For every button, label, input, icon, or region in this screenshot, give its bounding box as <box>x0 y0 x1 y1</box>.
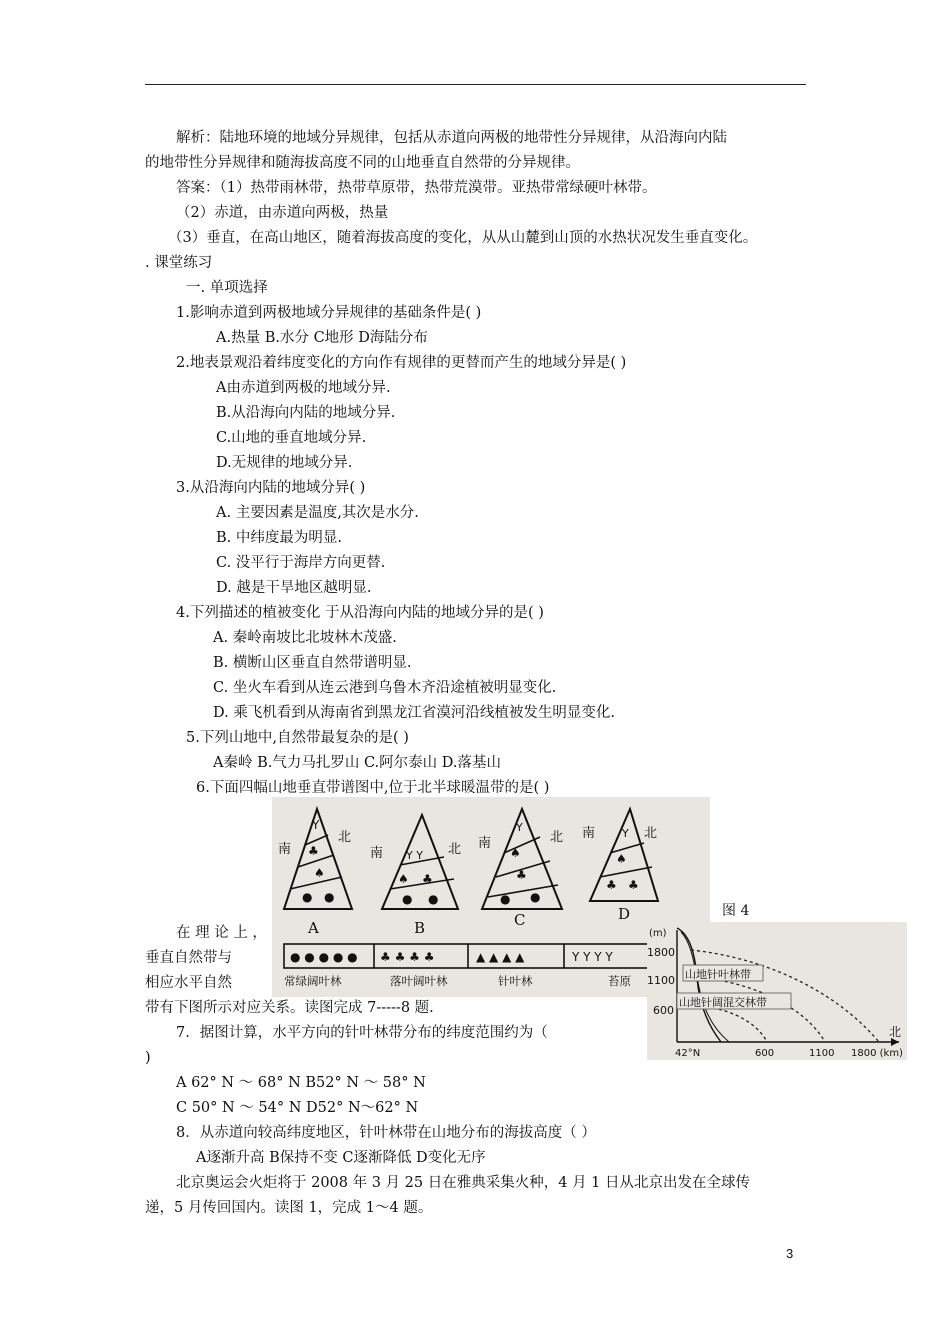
south-label: 南 <box>278 842 292 857</box>
page-number: 3 <box>786 1246 794 1261</box>
q4-option-a: A. 秦岭南坡比北坡林木茂盛. <box>213 630 397 646</box>
south-label: 南 <box>582 826 596 841</box>
svg-text:♣: ♣ <box>422 872 433 886</box>
y-tick-600: 600 <box>653 1004 674 1017</box>
q2-option-b: B.从沿海向内陆的地域分异. <box>216 405 396 421</box>
q3-option-b: B. 中纬度最为明显. <box>216 530 342 546</box>
svg-text:Y Y: Y Y <box>406 849 423 862</box>
x-tick-42n: 42°N <box>675 1048 701 1059</box>
svg-text:♣: ♣ <box>628 878 639 892</box>
figure-mountain-zones <box>272 797 710 997</box>
q3-option-d: D. 越是干旱地区越明显. <box>216 580 372 596</box>
label-mixed: 山地针阔混交林带 <box>679 996 767 1009</box>
svg-text:Y: Y <box>516 821 523 834</box>
belt-label-3: 针叶林 <box>498 974 533 988</box>
svg-text:●: ● <box>302 890 313 904</box>
panel-c <box>478 809 563 929</box>
q1-options: A.热量 B.水分 C地形 D海陆分布 <box>216 330 428 346</box>
svg-text:♣ ♣ ♣ ♣: ♣ ♣ ♣ ♣ <box>380 950 435 964</box>
theory-line-2: 垂直自然带与 <box>145 950 232 966</box>
theory-line-4: 带有下图所示对应关系。读图完成 7-----8 题. <box>145 1000 434 1016</box>
svg-text:♣: ♣ <box>606 878 617 892</box>
south-label: 南 <box>478 836 492 851</box>
svg-text:●: ● <box>402 892 413 906</box>
q1-stem: 1.影响赤道到两极地域分异规律的基础条件是( ) <box>176 305 482 321</box>
answer-1: 答案：（1）热带雨林带，热带草原带，热带荒漠带。亚热带常绿硬叶林带。 <box>176 180 657 196</box>
q2-option-d: D.无规律的地域分异. <box>216 455 353 471</box>
x-tick-1100: 1100 <box>809 1048 835 1059</box>
y-unit: (m) <box>649 928 667 939</box>
q2-option-c: C.山地的垂直地域分异. <box>216 430 367 446</box>
svg-text:♣: ♣ <box>516 868 527 882</box>
y-tick-1100: 1100 <box>647 974 675 987</box>
north-label: 北 <box>644 826 658 841</box>
svg-text:Y: Y <box>622 827 629 840</box>
panel-a <box>278 809 352 937</box>
panel-d <box>582 809 658 923</box>
q4-option-b: B. 横断山区垂直自然带谱明显. <box>213 655 412 671</box>
analysis-line-2: 的地带性分异规律和随海拔高度不同的山地垂直自然带的分异规律。 <box>145 155 580 171</box>
q3-option-c: C. 没平行于海岸方向更替. <box>216 555 386 571</box>
figure-caption: 图 4 <box>722 903 750 919</box>
label-coniferous: 山地针叶林带 <box>685 968 751 981</box>
svg-text:♠: ♠ <box>510 846 521 860</box>
panel-b-label: B <box>414 919 426 937</box>
panel-b <box>370 815 461 937</box>
y-tick-1800: 1800 <box>647 946 675 959</box>
svg-text:♠: ♠ <box>314 866 325 880</box>
answer-3: （3）垂直，在高山地区，随着海拔高度的变化，从从山麓到山顶的水热状况发生垂直变化。 <box>168 230 758 246</box>
svg-text:●: ● <box>530 890 541 904</box>
panel-c-label: C <box>514 911 526 929</box>
panel-d-label: D <box>618 905 631 923</box>
q4-stem: 4.下列描述的植被变化 于从沿海向内陆的地域分异的是( ) <box>176 605 544 621</box>
q2-stem: 2.地表景观沿着纬度变化的方向作有规律的更替而产生的地域分异是( ) <box>176 355 627 371</box>
svg-text:Y: Y <box>312 818 320 832</box>
x-tick-600: 600 <box>755 1048 775 1059</box>
belt-label-1: 常绿阔叶林 <box>284 974 342 988</box>
q3-stem: 3.从沿海向内陆的地域分异( ) <box>176 480 366 496</box>
theory-line-1: 在 理 论 上 ， <box>176 925 267 941</box>
q5-stem: 5.下列山地中,自然带最复杂的是( ) <box>186 730 409 746</box>
svg-text:♠: ♠ <box>616 852 627 866</box>
figure-altitude-distance <box>647 922 907 1060</box>
q7-options-ab: A 62° N ～ 68° N B52° N ～ 58° N <box>176 1075 426 1091</box>
theory-line-3: 相应水平自然 <box>145 975 232 991</box>
q5-options: A秦岭 B.气力马扎罗山 C.阿尔泰山 D.落基山 <box>213 755 501 771</box>
south-label: 南 <box>370 846 384 861</box>
q8-options: A逐渐升高 B保持不变 C逐渐降低 D变化无序 <box>196 1150 486 1166</box>
q7-stem: 7．据图计算，水平方向的针叶林带分布的纬度范围约为（ <box>176 1025 548 1041</box>
svg-text:Y Y Y Y: Y Y Y Y <box>572 950 613 964</box>
final-line-2: 递，5 月传回国内。读图 1，完成 1～4 题。 <box>145 1200 433 1216</box>
north-axis-label: 北 <box>889 1025 902 1039</box>
q3-option-a: A. 主要因素是温度,其次是水分. <box>216 505 419 521</box>
panel-a-label: A <box>308 919 319 937</box>
svg-text:▲ ▲ ▲ ▲: ▲ ▲ ▲ ▲ <box>476 950 525 964</box>
q7-stem-end: ) <box>145 1050 151 1066</box>
belt-strip <box>284 944 658 988</box>
belt-label-4: 苔原 <box>608 974 631 988</box>
q4-option-c: C. 坐火车看到从连云港到乌鲁木齐沿途植被明显变化. <box>213 680 557 696</box>
final-line-1: 北京奥运会火炬将于 2008 年 3 月 25 日在雅典采集火种，4 月 1 日从北京出发在全球传 <box>176 1175 751 1191</box>
x-tick-1800: 1800 (km) <box>851 1048 903 1059</box>
answer-2: （2）赤道，由赤道向两极，热量 <box>176 205 389 221</box>
q8-stem: 8．从赤道向较高纬度地区，针叶林带在山地分布的海拔高度（ ） <box>176 1125 596 1141</box>
north-label: 北 <box>550 830 564 845</box>
svg-text:● ● ● ● ●: ● ● ● ● ● <box>290 950 358 964</box>
svg-text:●: ● <box>428 892 439 906</box>
sub-section-title: 一. 单项选择 <box>186 280 268 296</box>
q2-option-a: A由赤道到两极的地域分异. <box>216 380 391 396</box>
svg-text:♣: ♣ <box>308 844 319 858</box>
belt-label-2: 落叶阔叶林 <box>390 974 448 988</box>
svg-text:●: ● <box>324 890 335 904</box>
q6-stem: 6.下面四幅山地垂直带谱图中,位于北半球暖温带的是( ) <box>196 780 550 796</box>
svg-text:●: ● <box>500 892 511 906</box>
svg-text:♠: ♠ <box>398 872 409 886</box>
section-title: . 课堂练习 <box>145 255 213 271</box>
q4-option-d: D. 乘飞机看到从海南省到黑龙江省漠河沿线植被发生明显变化. <box>213 705 615 721</box>
header-rule <box>145 84 806 85</box>
analysis-line-1: 解析：陆地环境的地域分异规律，包括从赤道向两极的地带性分异规律，从沿海向内陆 <box>176 130 727 146</box>
north-label: 北 <box>448 842 462 857</box>
q7-options-cd: C 50° N ～ 54° N D52° N～62° N <box>176 1100 419 1116</box>
north-label: 北 <box>338 830 352 845</box>
